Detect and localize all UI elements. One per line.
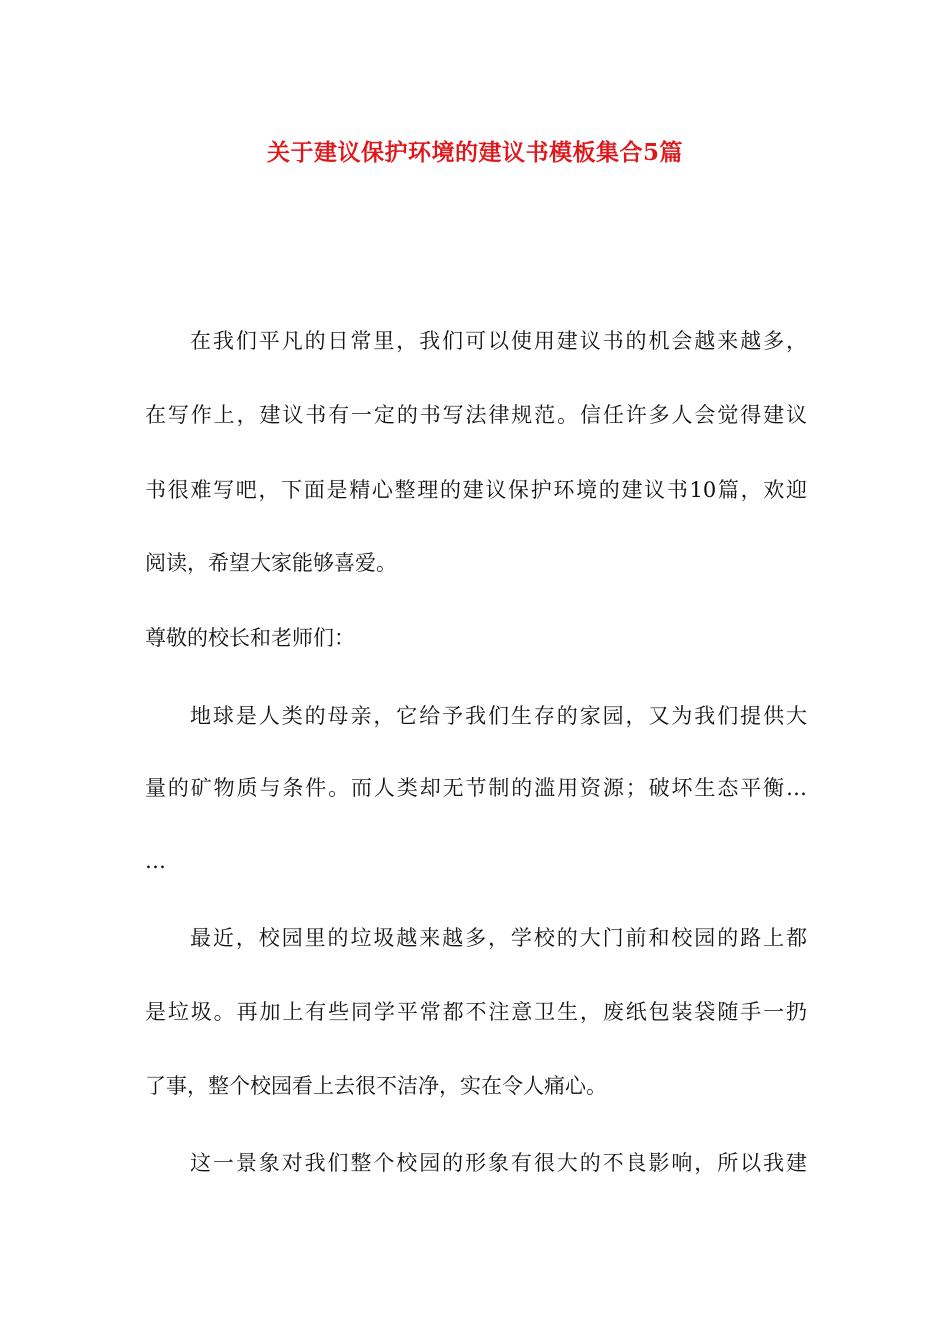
paragraph-line: 了事，整个校园看上去很不洁净，实在令人痛心。 (145, 1074, 607, 1098)
paragraph-line: 是垃圾。再加上有些同学平常都不注意卫生，废纸包装袋随手一扔 (145, 1000, 807, 1024)
paragraph-line: 书很难写吧，下面是精心整理的建议保护环境的建议书10篇，欢迎 (145, 478, 807, 502)
salutation: 尊敬的校长和老师们： (145, 626, 355, 650)
paragraph-line: 在写作上，建议书有一定的书写法律规范。信任许多人会觉得建议 (145, 403, 807, 427)
paragraph-line: 在我们平凡的日常里，我们可以使用建议书的机会越来越多， (190, 329, 807, 353)
paragraph-line: 地球是人类的母亲，它给予我们生存的家园，又为我们提供大 (190, 704, 807, 728)
document-title: 关于建议保护环境的建议书模板集合5篇 (266, 139, 683, 166)
paragraph-line: … (145, 849, 166, 873)
paragraph-line: 阅读，希望大家能够喜爱。 (145, 551, 397, 575)
paragraph-line: 量的矿物质与条件。而人类却无节制的滥用资源；破坏生态平衡… (145, 776, 807, 800)
paragraph-line: 最近，校园里的垃圾越来越多，学校的大门前和校园的路上都 (190, 926, 807, 950)
paragraph-line: 这一景象对我们整个校园的形象有很大的不良影响，所以我建 (190, 1151, 807, 1175)
